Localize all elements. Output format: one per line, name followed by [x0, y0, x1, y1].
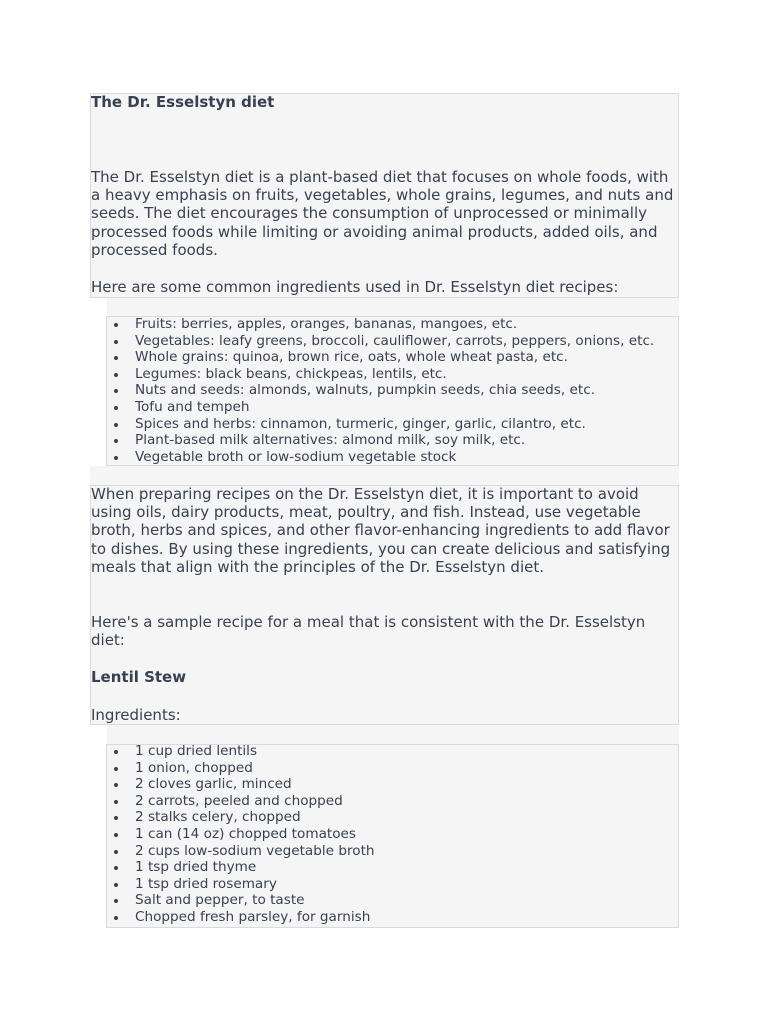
bullet-icon	[114, 883, 118, 887]
recipe-title: Lentil Stew	[91, 668, 187, 686]
bullet-icon	[114, 767, 118, 771]
list-item: Fruits: berries, apples, oranges, bananas, mangoes, etc.	[107, 316, 678, 333]
list-item: 1 tsp dried thyme	[107, 859, 678, 876]
bullet-icon	[114, 439, 118, 443]
list-item: 1 onion, chopped	[107, 760, 678, 777]
bullet-icon	[114, 456, 118, 460]
bullet-icon	[114, 323, 118, 327]
section-divider	[90, 466, 679, 485]
bullet-icon	[114, 389, 118, 393]
intro-description: The Dr. Esselstyn diet is a plant-based diet that focuses on whole foods, with a heavy emphasis on fruits, vegetables, whole grains, legumes, and nuts and seeds. The diet encourages the consumption of unprocessed or minimally processed foods while limiting or avoiding animal products, added oils, and processed foods.	[91, 168, 674, 259]
list-item: 1 tsp dried rosemary	[107, 876, 678, 893]
bullet-icon	[114, 783, 118, 787]
bullet-icon	[114, 833, 118, 837]
bullet-icon	[114, 340, 118, 344]
bullet-icon	[114, 916, 118, 920]
ingredients-intro: Here are some common ingredients used in Dr. Esselstyn diet recipes:	[91, 278, 619, 296]
page-title: The Dr. Esselstyn diet	[91, 93, 275, 111]
list-item: 2 cups low-sodium vegetable broth	[107, 843, 678, 860]
list-item: Vegetable broth or low-sodium vegetable stock	[107, 449, 678, 466]
list-item: Spices and herbs: cinnamon, turmeric, ginger, garlic, cilantro, etc.	[107, 416, 678, 433]
section-divider	[107, 725, 679, 744]
list-item: Whole grains: quinoa, brown rice, oats, whole wheat pasta, etc.	[107, 349, 678, 366]
list-item: Nuts and seeds: almonds, walnuts, pumpkin seeds, chia seeds, etc.	[107, 382, 678, 399]
list-item: Legumes: black beans, chickpeas, lentils, etc.	[107, 366, 678, 383]
list-item: Vegetables: leafy greens, broccoli, cauliflower, carrots, peppers, onions, etc.	[107, 333, 678, 350]
bullet-icon	[114, 866, 118, 870]
bullet-icon	[114, 373, 118, 377]
bullet-icon	[114, 800, 118, 804]
bullet-icon	[114, 816, 118, 820]
bullet-icon	[114, 850, 118, 854]
ingredients-label: Ingredients:	[91, 706, 181, 724]
bullet-icon	[114, 750, 118, 754]
list-item: Tofu and tempeh	[107, 399, 678, 416]
list-item: 2 cloves garlic, minced	[107, 776, 678, 793]
list-item: 2 carrots, peeled and chopped	[107, 793, 678, 810]
preparation-guidance: When preparing recipes on the Dr. Esselstyn diet, it is important to avoid using oils, dairy products, meat, poultry, and fish. Instead, use vegetable broth, herbs and spices, and other flavor-enhancing ingredients to add flavor to dishes. By using these ingredients, you can create delicious and satisfying meals that align with the principles of the Dr. Esselstyn diet.	[91, 485, 671, 576]
section-divider	[107, 298, 679, 317]
bullet-icon	[114, 356, 118, 360]
bullet-icon	[114, 423, 118, 427]
list-item: Chopped fresh parsley, for garnish	[107, 909, 678, 926]
bullet-icon	[114, 899, 118, 903]
list-item: Salt and pepper, to taste	[107, 892, 678, 909]
list-item: 1 cup dried lentils	[107, 743, 678, 760]
recipe-ingredients-list	[107, 743, 678, 926]
bullet-icon	[114, 406, 118, 410]
common-ingredients-list	[107, 316, 678, 465]
list-item: 2 stalks celery, chopped	[107, 809, 678, 826]
list-item: 1 can (14 oz) chopped tomatoes	[107, 826, 678, 843]
list-item: Plant-based milk alternatives: almond milk, soy milk, etc.	[107, 432, 678, 449]
sample-recipe-intro: Here's a sample recipe for a meal that is consistent with the Dr. Esselstyn diet:	[91, 613, 646, 650]
